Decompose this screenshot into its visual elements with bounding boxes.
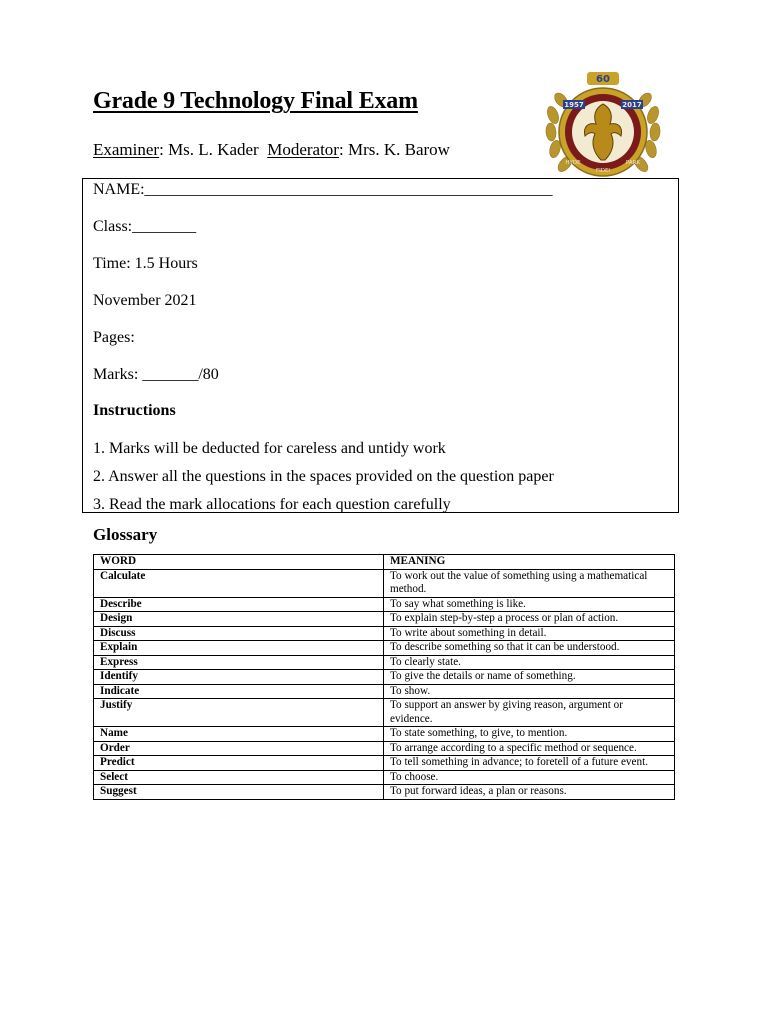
glossary-row xyxy=(94,756,675,771)
glossary-word: Indicate xyxy=(94,684,384,699)
glossary-meaning: To state something, to give, to mention. xyxy=(384,727,675,742)
glossary-word: Name xyxy=(94,727,384,742)
glossary-word: Order xyxy=(94,741,384,756)
logo-motto-right: PARK xyxy=(625,160,641,166)
glossary-row xyxy=(94,727,675,742)
glossary-word: Justify xyxy=(94,699,384,727)
logo-year-start: 1957 xyxy=(564,101,584,109)
column-header-meaning: MEANING xyxy=(384,555,675,570)
pages-line: Pages: xyxy=(93,329,135,346)
glossary-row xyxy=(94,655,675,670)
school-crest-logo xyxy=(543,70,663,185)
time-line: Time: 1.5 Hours xyxy=(93,255,198,272)
glossary-meaning: To put forward ideas, a plan or reasons. xyxy=(384,785,675,800)
instruction-item: 2. Answer all the questions in the spaces provided on the question paper xyxy=(93,468,554,485)
date-line: November 2021 xyxy=(93,292,197,309)
glossary-meaning: To work out the value of something using a mathematical method. xyxy=(384,569,675,597)
glossary-meaning: To arrange according to a specific method or sequence. xyxy=(384,741,675,756)
glossary-meaning: To clearly state. xyxy=(384,655,675,670)
glossary-meaning: To tell something in advance; to foretell of a future event. xyxy=(384,756,675,771)
glossary-meaning: To show. xyxy=(384,684,675,699)
glossary-table xyxy=(93,554,675,800)
column-header-word: WORD xyxy=(94,555,384,570)
marks-line: Marks: _______/80 xyxy=(93,366,219,383)
glossary-meaning: To support an answer by giving reason, argument or evidence. xyxy=(384,699,675,727)
examiner-name: : Ms. L. Kader xyxy=(159,140,259,159)
logo-year-end: 2017 xyxy=(622,101,642,109)
glossary-word: Select xyxy=(94,770,384,785)
glossary-word: Calculate xyxy=(94,569,384,597)
logo-number: 60 xyxy=(596,74,610,85)
glossary-header-row xyxy=(94,555,675,570)
name-field-line: NAME:___________________________________________________ xyxy=(93,181,553,198)
glossary-heading: Glossary xyxy=(93,525,158,544)
glossary-word: Explain xyxy=(94,641,384,656)
glossary-word: Predict xyxy=(94,756,384,771)
glossary-meaning: To give the details or name of something. xyxy=(384,670,675,685)
glossary-row xyxy=(94,785,675,800)
instruction-item: 3. Read the mark allocations for each question carefully xyxy=(93,496,451,513)
glossary-row xyxy=(94,770,675,785)
glossary-word: Describe xyxy=(94,597,384,612)
logo-motto-bottom: FIDEI xyxy=(595,168,611,174)
glossary-row xyxy=(94,641,675,656)
exam-title: Grade 9 Technology Final Exam xyxy=(93,88,418,114)
instruction-item: 1. Marks will be deducted for careless and untidy work xyxy=(93,440,446,457)
glossary-row xyxy=(94,741,675,756)
logo-motto-left: HYDE xyxy=(565,160,581,166)
staff-line xyxy=(93,140,450,160)
glossary-meaning: To say what something is like. xyxy=(384,597,675,612)
glossary-row xyxy=(94,612,675,627)
glossary-word: Identify xyxy=(94,670,384,685)
glossary-meaning: To write about something in detail. xyxy=(384,626,675,641)
glossary-row xyxy=(94,569,675,597)
moderator-name: : Mrs. K. Barow xyxy=(338,140,450,159)
class-field-line: Class:________ xyxy=(93,218,197,235)
glossary-word: Suggest xyxy=(94,785,384,800)
glossary-word: Discuss xyxy=(94,626,384,641)
glossary-meaning: To choose. xyxy=(384,770,675,785)
glossary-row xyxy=(94,670,675,685)
glossary-meaning: To explain step-by-step a process or plan of action. xyxy=(384,612,675,627)
glossary-row xyxy=(94,684,675,699)
examiner-label: Examiner xyxy=(93,140,160,159)
glossary-row xyxy=(94,597,675,612)
glossary-word: Design xyxy=(94,612,384,627)
glossary-row xyxy=(94,626,675,641)
glossary-row xyxy=(94,699,675,727)
glossary-meaning: To describe something so that it can be understood. xyxy=(384,641,675,656)
glossary-word: Express xyxy=(94,655,384,670)
student-info-box xyxy=(82,178,679,513)
instructions-heading: Instructions xyxy=(93,402,176,419)
moderator-label: Moderator xyxy=(267,140,339,159)
